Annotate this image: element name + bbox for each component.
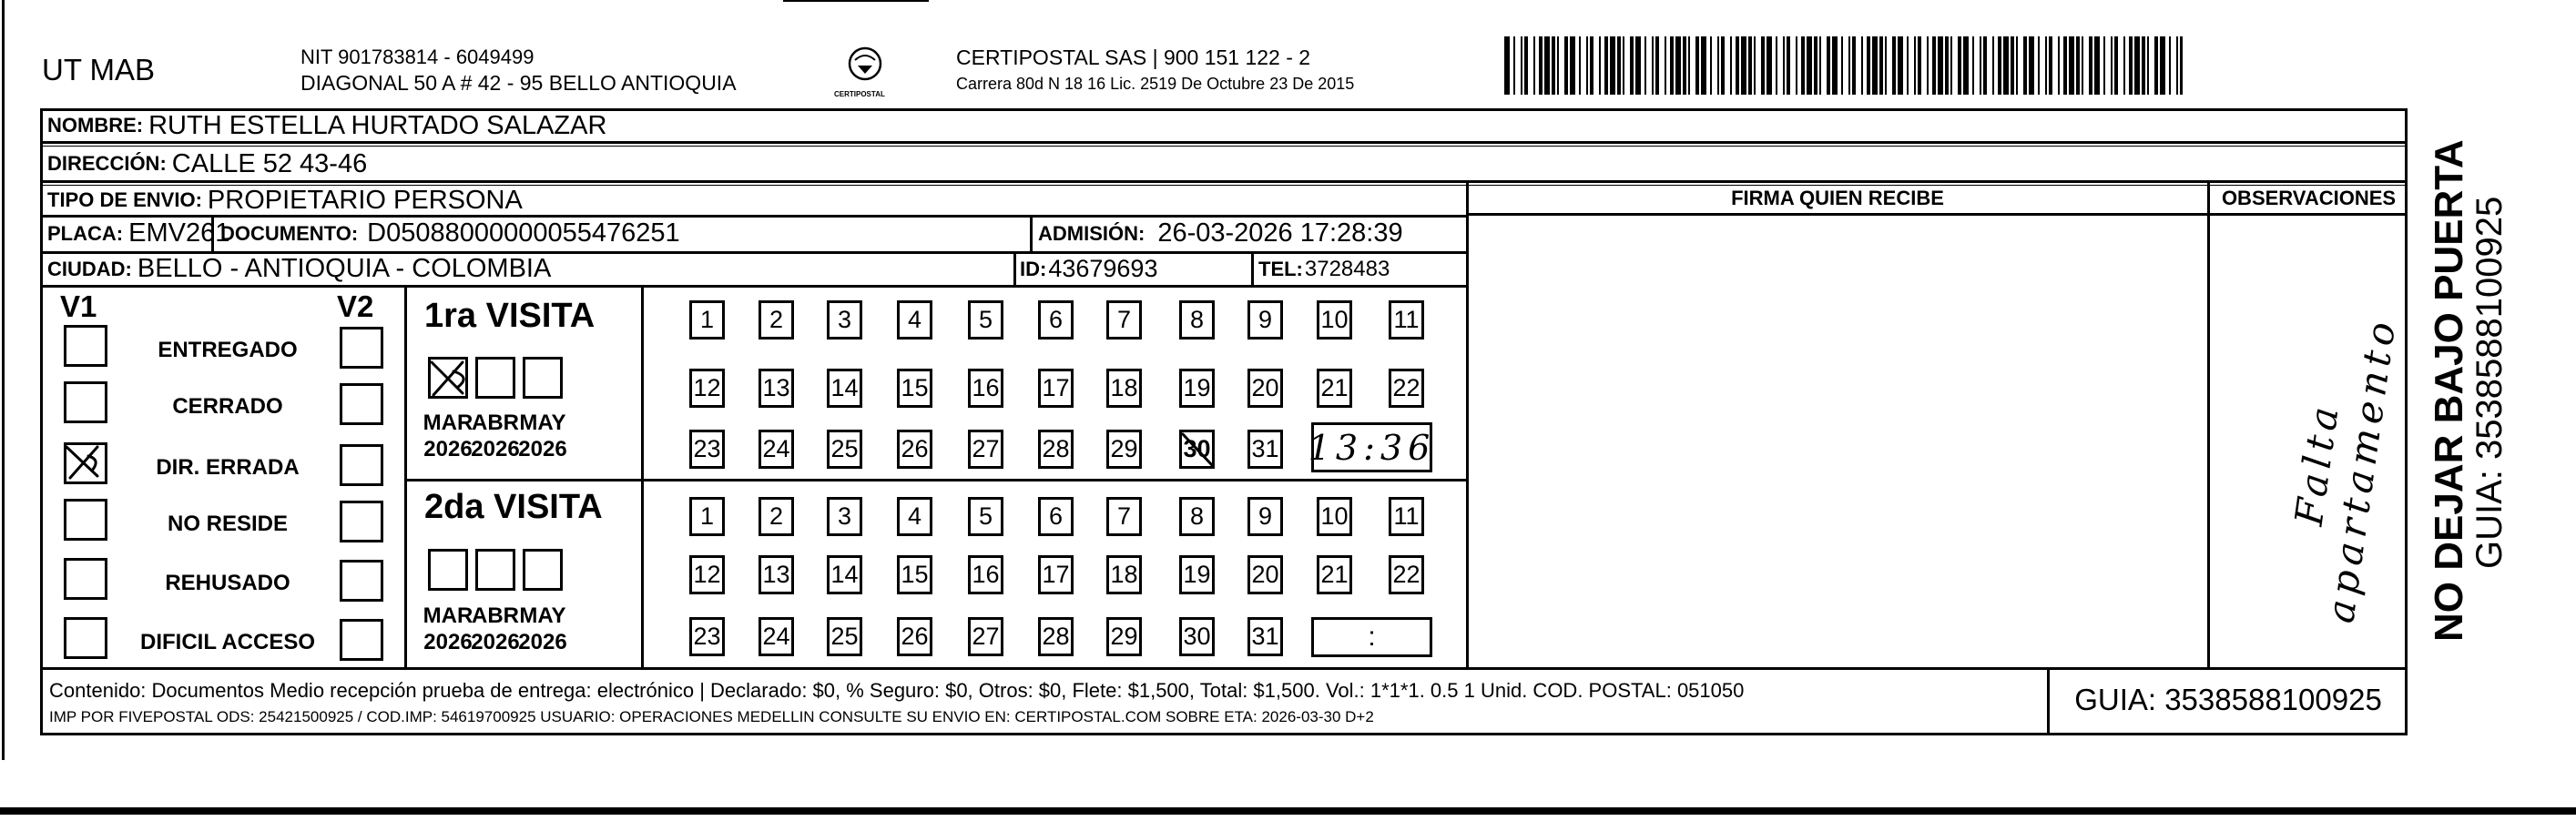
barcode-bar xyxy=(2082,36,2083,95)
barcode-bar xyxy=(1787,36,1790,95)
barcode-bar xyxy=(1741,36,1746,95)
first-visit-title: 1ra VISITA xyxy=(424,297,596,335)
day-cell[interactable]: 18 xyxy=(1106,555,1142,594)
barcode-bar xyxy=(1617,36,1621,95)
barcode-bar xyxy=(1610,36,1615,95)
day-cell[interactable]: 30 xyxy=(1179,617,1215,656)
barcode-bar xyxy=(1848,36,1850,95)
handwritten-note: Falta apartamento xyxy=(2286,313,2405,626)
barcode-bar xyxy=(1564,36,1568,95)
barcode-bar xyxy=(1655,36,1659,95)
side-guia: GUIA: 3538588100925 xyxy=(2469,196,2510,569)
tipo-value: PROPIETARIO PERSONA xyxy=(207,185,523,215)
firma-label: FIRMA QUIEN RECIBE xyxy=(1731,187,1944,209)
placa-label: PLACA: xyxy=(47,221,124,245)
barcode-bar xyxy=(2038,36,2040,95)
barcode-bar xyxy=(1879,36,1883,95)
barcode-bar xyxy=(1807,36,1812,95)
barcode-bar xyxy=(1918,36,1921,95)
day-cell[interactable]: 19 xyxy=(1179,555,1215,594)
nombre-value: RUTH ESTELLA HURTADO SALAZAR xyxy=(148,110,607,140)
documento-value: D05088000000055476251 xyxy=(367,218,680,248)
day-cell[interactable]: 11 xyxy=(1389,497,1424,536)
day-cell[interactable]: 16 xyxy=(968,369,1003,408)
barcode-bar xyxy=(1730,36,1732,95)
day-cell[interactable]: 23 xyxy=(689,617,725,656)
tipo-row xyxy=(47,185,523,216)
barcode-bar xyxy=(1907,36,1909,95)
barcode-bar xyxy=(2180,36,2183,95)
day-mark-icon xyxy=(1177,429,1218,470)
day-cell[interactable]: 10 xyxy=(1317,300,1352,340)
month-checkbox[interactable] xyxy=(428,549,468,591)
day-cell[interactable]: 27 xyxy=(968,617,1003,656)
month-name: MAY xyxy=(519,410,566,435)
id-label: ID: xyxy=(1020,257,1047,280)
license-line: Carrera 80d N 18 16 Lic. 2519 De Octubre 23 De 2015 xyxy=(956,75,1355,93)
barcode-bar xyxy=(2069,36,2074,95)
barcode-bar xyxy=(1819,36,1821,95)
status-label: DIFICIL ACCESO xyxy=(139,630,315,654)
direccion-row xyxy=(47,147,367,180)
barcode-bar xyxy=(1513,36,1515,95)
left-edge xyxy=(2,0,5,760)
barcode-bar xyxy=(2147,36,2149,95)
col-divider xyxy=(1013,252,1016,286)
nombre-label: NOMBRE: xyxy=(47,114,144,137)
barcode-bar xyxy=(2016,36,2018,95)
admision-label: ADMISIÓN: xyxy=(1038,221,1145,245)
v1-checkbox[interactable] xyxy=(64,381,107,423)
side-warning: NO DEJAR BAJO PUERTA xyxy=(2427,139,2471,642)
barcode-bar xyxy=(1801,36,1805,95)
barcode-bar xyxy=(1950,36,1952,95)
barcode-bar xyxy=(1539,36,1543,95)
barcode-bar xyxy=(1827,36,1830,95)
month-label xyxy=(421,603,475,655)
status-label: ENTREGADO xyxy=(158,338,298,362)
day-cell[interactable]: 12 xyxy=(689,369,725,408)
day-cell[interactable]: 28 xyxy=(1038,430,1074,469)
month-year: 2026 xyxy=(423,437,473,461)
day-cell[interactable]: 2 xyxy=(759,300,794,340)
barcode-bar xyxy=(1963,36,1969,95)
barcode-bar xyxy=(2076,36,2080,95)
barcode-bar xyxy=(1980,36,1981,95)
tel-value: 3728483 xyxy=(1304,256,1390,281)
month-year: 2026 xyxy=(471,630,520,654)
documento-label: DOCUMENTO: xyxy=(220,221,359,245)
day-cell[interactable]: 16 xyxy=(968,555,1003,594)
barcode-bar xyxy=(1992,36,1994,95)
id-row xyxy=(1020,252,1157,286)
status-label: DIR. ERRADA xyxy=(156,455,300,480)
month-label xyxy=(421,410,475,462)
day-cell[interactable]: 5 xyxy=(968,300,1003,340)
barcode-bar xyxy=(1695,36,1699,95)
barcode-bar xyxy=(1867,36,1870,95)
month-name: MAR xyxy=(423,410,473,435)
month-year: 2026 xyxy=(518,437,567,461)
section-divider xyxy=(40,667,2408,670)
day-cell[interactable]: 19 xyxy=(1179,369,1215,408)
logo-text: CERTIPOSTAL xyxy=(834,90,885,98)
direccion-value: CALLE 52 43-46 xyxy=(171,148,368,178)
day-cell[interactable]: 3 xyxy=(827,300,862,340)
day-cell[interactable]: 21 xyxy=(1317,555,1352,594)
barcode-bar xyxy=(2029,36,2034,95)
barcode-bar xyxy=(2176,36,2178,95)
barcode-bar xyxy=(1983,36,1987,95)
barcode-bar xyxy=(1665,36,1666,95)
barcode-bar xyxy=(2058,36,2060,95)
time-field[interactable]: : xyxy=(1311,617,1432,657)
v1-label: V1 xyxy=(60,289,97,323)
col-divider xyxy=(1030,216,1033,252)
month-checkbox[interactable] xyxy=(475,549,515,591)
barcode-bar xyxy=(1557,36,1559,95)
day-cell[interactable]: 10 xyxy=(1317,497,1352,536)
status-label: REHUSADO xyxy=(165,571,290,595)
barcode-bar xyxy=(2134,36,2140,95)
day-cell[interactable]: 24 xyxy=(759,430,794,469)
day-cell[interactable]: 25 xyxy=(827,617,862,656)
barcode-bar xyxy=(1670,36,1674,95)
col-divider xyxy=(404,286,407,668)
barcode-bar xyxy=(1586,36,1588,95)
barcode-bar xyxy=(1521,36,1522,95)
month-name: ABR xyxy=(472,410,519,435)
day-cell[interactable]: 15 xyxy=(897,555,932,594)
v1-checkbox[interactable] xyxy=(64,325,107,367)
second-visit-title: 2da VISITA xyxy=(424,488,603,526)
barcode-graphic xyxy=(1504,36,2183,95)
day-cell[interactable]: 31 xyxy=(1247,617,1283,656)
day-cell[interactable]: 23 xyxy=(689,430,725,469)
day-cell[interactable]: 9 xyxy=(1247,300,1283,340)
barcode-bar xyxy=(1914,36,1916,95)
day-cell[interactable]: 27 xyxy=(968,430,1003,469)
day-cell[interactable]: 2 xyxy=(759,497,794,536)
day-cell[interactable]: 17 xyxy=(1038,369,1074,408)
day-cell[interactable]: 15 xyxy=(897,369,932,408)
barcode-bar xyxy=(1652,36,1654,95)
month-year: 2026 xyxy=(423,630,473,654)
barcode-bar xyxy=(1832,36,1838,95)
nombre-row xyxy=(47,109,606,142)
barcode-bar xyxy=(1688,36,1690,95)
barcode-bar xyxy=(1852,36,1856,95)
direccion-label: DIRECCIÓN: xyxy=(47,152,167,175)
barcode-bar xyxy=(1796,36,1797,95)
placa-row xyxy=(47,216,229,251)
barcode-bar xyxy=(1767,36,1772,95)
barcode-bar xyxy=(2063,36,2067,95)
time-field[interactable]: 13:36 xyxy=(1311,422,1432,472)
day-cell[interactable]: 20 xyxy=(1247,555,1283,594)
day-cell[interactable]: 6 xyxy=(1038,300,1074,340)
month-checkbox[interactable] xyxy=(475,357,515,399)
barcode-bar xyxy=(1841,36,1843,95)
v2-label: V2 xyxy=(337,289,374,323)
day-cell[interactable]: 26 xyxy=(897,430,932,469)
day-cell[interactable]: 31 xyxy=(1247,430,1283,469)
day-cell[interactable]: 14 xyxy=(827,369,862,408)
barcode-bar xyxy=(1552,36,1555,95)
day-cell[interactable]: 9 xyxy=(1247,497,1283,536)
day-cell[interactable]: 6 xyxy=(1038,497,1074,536)
barcode-bar xyxy=(1861,36,1863,95)
ciudad-row xyxy=(47,252,551,286)
barcode-bar xyxy=(2103,36,2105,95)
day-cell[interactable]: 11 xyxy=(1389,300,1424,340)
imp-line: IMP POR FIVEPOSTAL ODS: 25421500925 / COD.IMP: 54619700925 USUARIO: OPERACIONES MEDELLIN CONSULTE SU ENVIO EN: CERTIPOSTAL.COM SOBRE ETA: 2026-03-30 D+2 xyxy=(49,708,1374,725)
check-mark-icon xyxy=(428,357,475,399)
content-line: Contenido: Documentos Medio recepción prueba de entrega: electrónico | Declarado: $0, % Seguro: $0, Otros: $0, Flete: $1,500, Total: $1,500. Vol.: 1*1*1. 0.5 1 Unid. COD. POSTAL: 051050 xyxy=(49,679,1745,702)
month-name: ABR xyxy=(472,603,519,628)
tel-row xyxy=(1258,252,1390,286)
barcode-bar xyxy=(2111,36,2113,95)
day-cell[interactable]: 28 xyxy=(1038,617,1074,656)
barcode-bar xyxy=(1872,36,1878,95)
month-label xyxy=(515,410,570,462)
barcode-bar xyxy=(1579,36,1581,95)
day-cell[interactable]: 30 xyxy=(1179,430,1215,469)
month-year: 2026 xyxy=(471,437,520,461)
day-cell[interactable]: 8 xyxy=(1179,497,1215,536)
barcode-bar xyxy=(1898,36,1903,95)
day-cell[interactable]: 1 xyxy=(689,497,725,536)
barcode-bar xyxy=(1958,36,1961,95)
v2-checkbox[interactable] xyxy=(340,560,383,602)
barcode-bar xyxy=(1736,36,1739,95)
obs-label: OBSERVACIONES xyxy=(2221,187,2397,209)
firma-area[interactable] xyxy=(1469,216,2206,669)
day-cell[interactable]: 20 xyxy=(1247,369,1283,408)
barcode-bar xyxy=(2160,36,2165,95)
month-label xyxy=(468,603,523,655)
month-checkbox[interactable] xyxy=(428,357,468,399)
barcode-bar xyxy=(1814,36,1817,95)
visit-divider xyxy=(404,479,1466,481)
barcode xyxy=(1504,36,2183,95)
month-year: 2026 xyxy=(518,630,567,654)
barcode-bar xyxy=(2123,36,2125,95)
barcode-bar xyxy=(1783,36,1785,95)
barcode-bar xyxy=(1721,36,1725,95)
day-cell[interactable]: 4 xyxy=(897,497,932,536)
status-label: CERRADO xyxy=(172,394,283,419)
status-label: NO RESIDE xyxy=(167,512,289,536)
barcode-bar xyxy=(1504,36,1510,95)
day-cell[interactable]: 5 xyxy=(968,497,1003,536)
barcode-bar xyxy=(1544,36,1550,95)
tipo-label: TIPO DE ENVIO: xyxy=(47,188,202,211)
month-checkbox[interactable] xyxy=(523,357,563,399)
month-label xyxy=(515,603,570,655)
day-cell[interactable]: 25 xyxy=(827,430,862,469)
carrier-line: CERTIPOSTAL SAS | 900 151 122 - 2 xyxy=(956,46,1311,69)
barcode-bar xyxy=(1776,36,1777,95)
company-name: UT MAB xyxy=(42,53,156,86)
id-value: 43679693 xyxy=(1048,255,1158,282)
col-divider xyxy=(641,286,644,668)
v1-checkbox[interactable] xyxy=(64,617,107,659)
barcode-bar xyxy=(1635,36,1641,95)
documento-row xyxy=(220,216,680,251)
day-cell[interactable]: 12 xyxy=(689,555,725,594)
barcode-bar xyxy=(2049,36,2052,95)
address-line: DIAGONAL 50 A # 42 - 95 BELLO ANTIOQUIA xyxy=(300,71,737,95)
day-cell[interactable]: 3 xyxy=(827,497,862,536)
top-edge-mark xyxy=(783,0,929,2)
barcode-bar xyxy=(1761,36,1765,95)
barcode-bar xyxy=(1604,36,1608,95)
barcode-bar xyxy=(1533,36,1535,95)
day-cell[interactable]: 21 xyxy=(1317,369,1352,408)
barcode-bar xyxy=(1599,36,1601,95)
barcode-bar xyxy=(1683,36,1686,95)
day-cell[interactable]: 4 xyxy=(897,300,932,340)
placa-value: EMV261 xyxy=(128,218,230,248)
barcode-bar xyxy=(1590,36,1593,95)
barcode-bar xyxy=(1710,36,1712,95)
barcode-bar xyxy=(1754,36,1756,95)
barcode-bar xyxy=(2003,36,2009,95)
nit-line: NIT 901783814 - 6049499 xyxy=(300,46,535,68)
barcode-bar xyxy=(1644,36,1646,95)
barcode-bar xyxy=(1945,36,1949,95)
day-cell[interactable]: 14 xyxy=(827,555,862,594)
month-label xyxy=(468,410,523,462)
day-cell[interactable]: 22 xyxy=(1389,555,1424,594)
month-checkbox[interactable] xyxy=(523,549,563,591)
barcode-bar xyxy=(1717,36,1719,95)
v2-checkbox[interactable] xyxy=(340,327,383,369)
barcode-bar xyxy=(2089,36,2092,95)
day-cell[interactable]: 24 xyxy=(759,617,794,656)
footer-guia: GUIA: 3538588100925 xyxy=(2074,683,2382,716)
month-name: MAY xyxy=(519,603,566,628)
day-cell[interactable]: 17 xyxy=(1038,555,1074,594)
barcode-bar xyxy=(2011,36,2014,95)
v2-checkbox[interactable] xyxy=(340,444,383,486)
tel-label: TEL: xyxy=(1258,257,1303,280)
bottom-edge xyxy=(0,807,2576,815)
day-cell[interactable]: 1 xyxy=(689,300,725,340)
v1-checkbox[interactable] xyxy=(64,499,107,541)
barcode-bar xyxy=(1524,36,1528,95)
month-name: MAR xyxy=(423,603,473,628)
day-cell[interactable]: 13 xyxy=(759,555,794,594)
day-cell[interactable]: 26 xyxy=(897,617,932,656)
day-cell[interactable]: 29 xyxy=(1106,617,1142,656)
barcode-bar xyxy=(2169,36,2171,95)
day-cell[interactable]: 18 xyxy=(1106,369,1142,408)
v2-checkbox[interactable] xyxy=(340,619,383,661)
barcode-bar xyxy=(1892,36,1896,95)
day-cell[interactable]: 7 xyxy=(1106,497,1142,536)
row-divider xyxy=(40,146,2408,147)
barcode-bar xyxy=(2154,36,2158,95)
ciudad-label: CIUDAD: xyxy=(47,257,132,280)
barcode-bar xyxy=(2129,36,2133,95)
barcode-bar xyxy=(1998,36,2001,95)
day-cell[interactable]: 13 xyxy=(759,369,794,408)
barcode-bar xyxy=(1972,36,1974,95)
v2-checkbox[interactable] xyxy=(340,501,383,542)
barcode-bar xyxy=(2094,36,2100,95)
day-cell[interactable]: 29 xyxy=(1106,430,1142,469)
v1-checkbox[interactable] xyxy=(64,442,107,484)
barcode-bar xyxy=(1701,36,1706,95)
barcode-bar xyxy=(1932,36,1936,95)
admision-row xyxy=(1038,216,1403,251)
barcode-bar xyxy=(2045,36,2047,95)
day-cell[interactable]: 22 xyxy=(1389,369,1424,408)
day-cell[interactable]: 7 xyxy=(1106,300,1142,340)
barcode-bar xyxy=(1675,36,1681,95)
barcode-bar xyxy=(1885,36,1887,95)
admision-value: 26-03-2026 17:28:39 xyxy=(1157,218,1403,248)
v1-checkbox[interactable] xyxy=(64,558,107,600)
barcode-bar xyxy=(2023,36,2027,95)
barcode-bar xyxy=(2114,36,2118,95)
col-divider xyxy=(1251,252,1254,286)
row-divider xyxy=(40,180,2408,183)
barcode-bar xyxy=(1570,36,1575,95)
barcode-bar xyxy=(1630,36,1634,95)
col-divider xyxy=(2207,180,2210,670)
barcode-bar xyxy=(1927,36,1929,95)
barcode-bar xyxy=(1938,36,1943,95)
day-cell[interactable]: 8 xyxy=(1179,300,1215,340)
ciudad-value: BELLO - ANTIOQUIA - COLOMBIA xyxy=(137,254,552,283)
barcode-bar xyxy=(1623,36,1624,95)
barcode-bar xyxy=(1748,36,1752,95)
barcode-bar xyxy=(2142,36,2145,95)
check-mark-icon xyxy=(61,440,105,481)
v2-checkbox[interactable] xyxy=(340,383,383,425)
